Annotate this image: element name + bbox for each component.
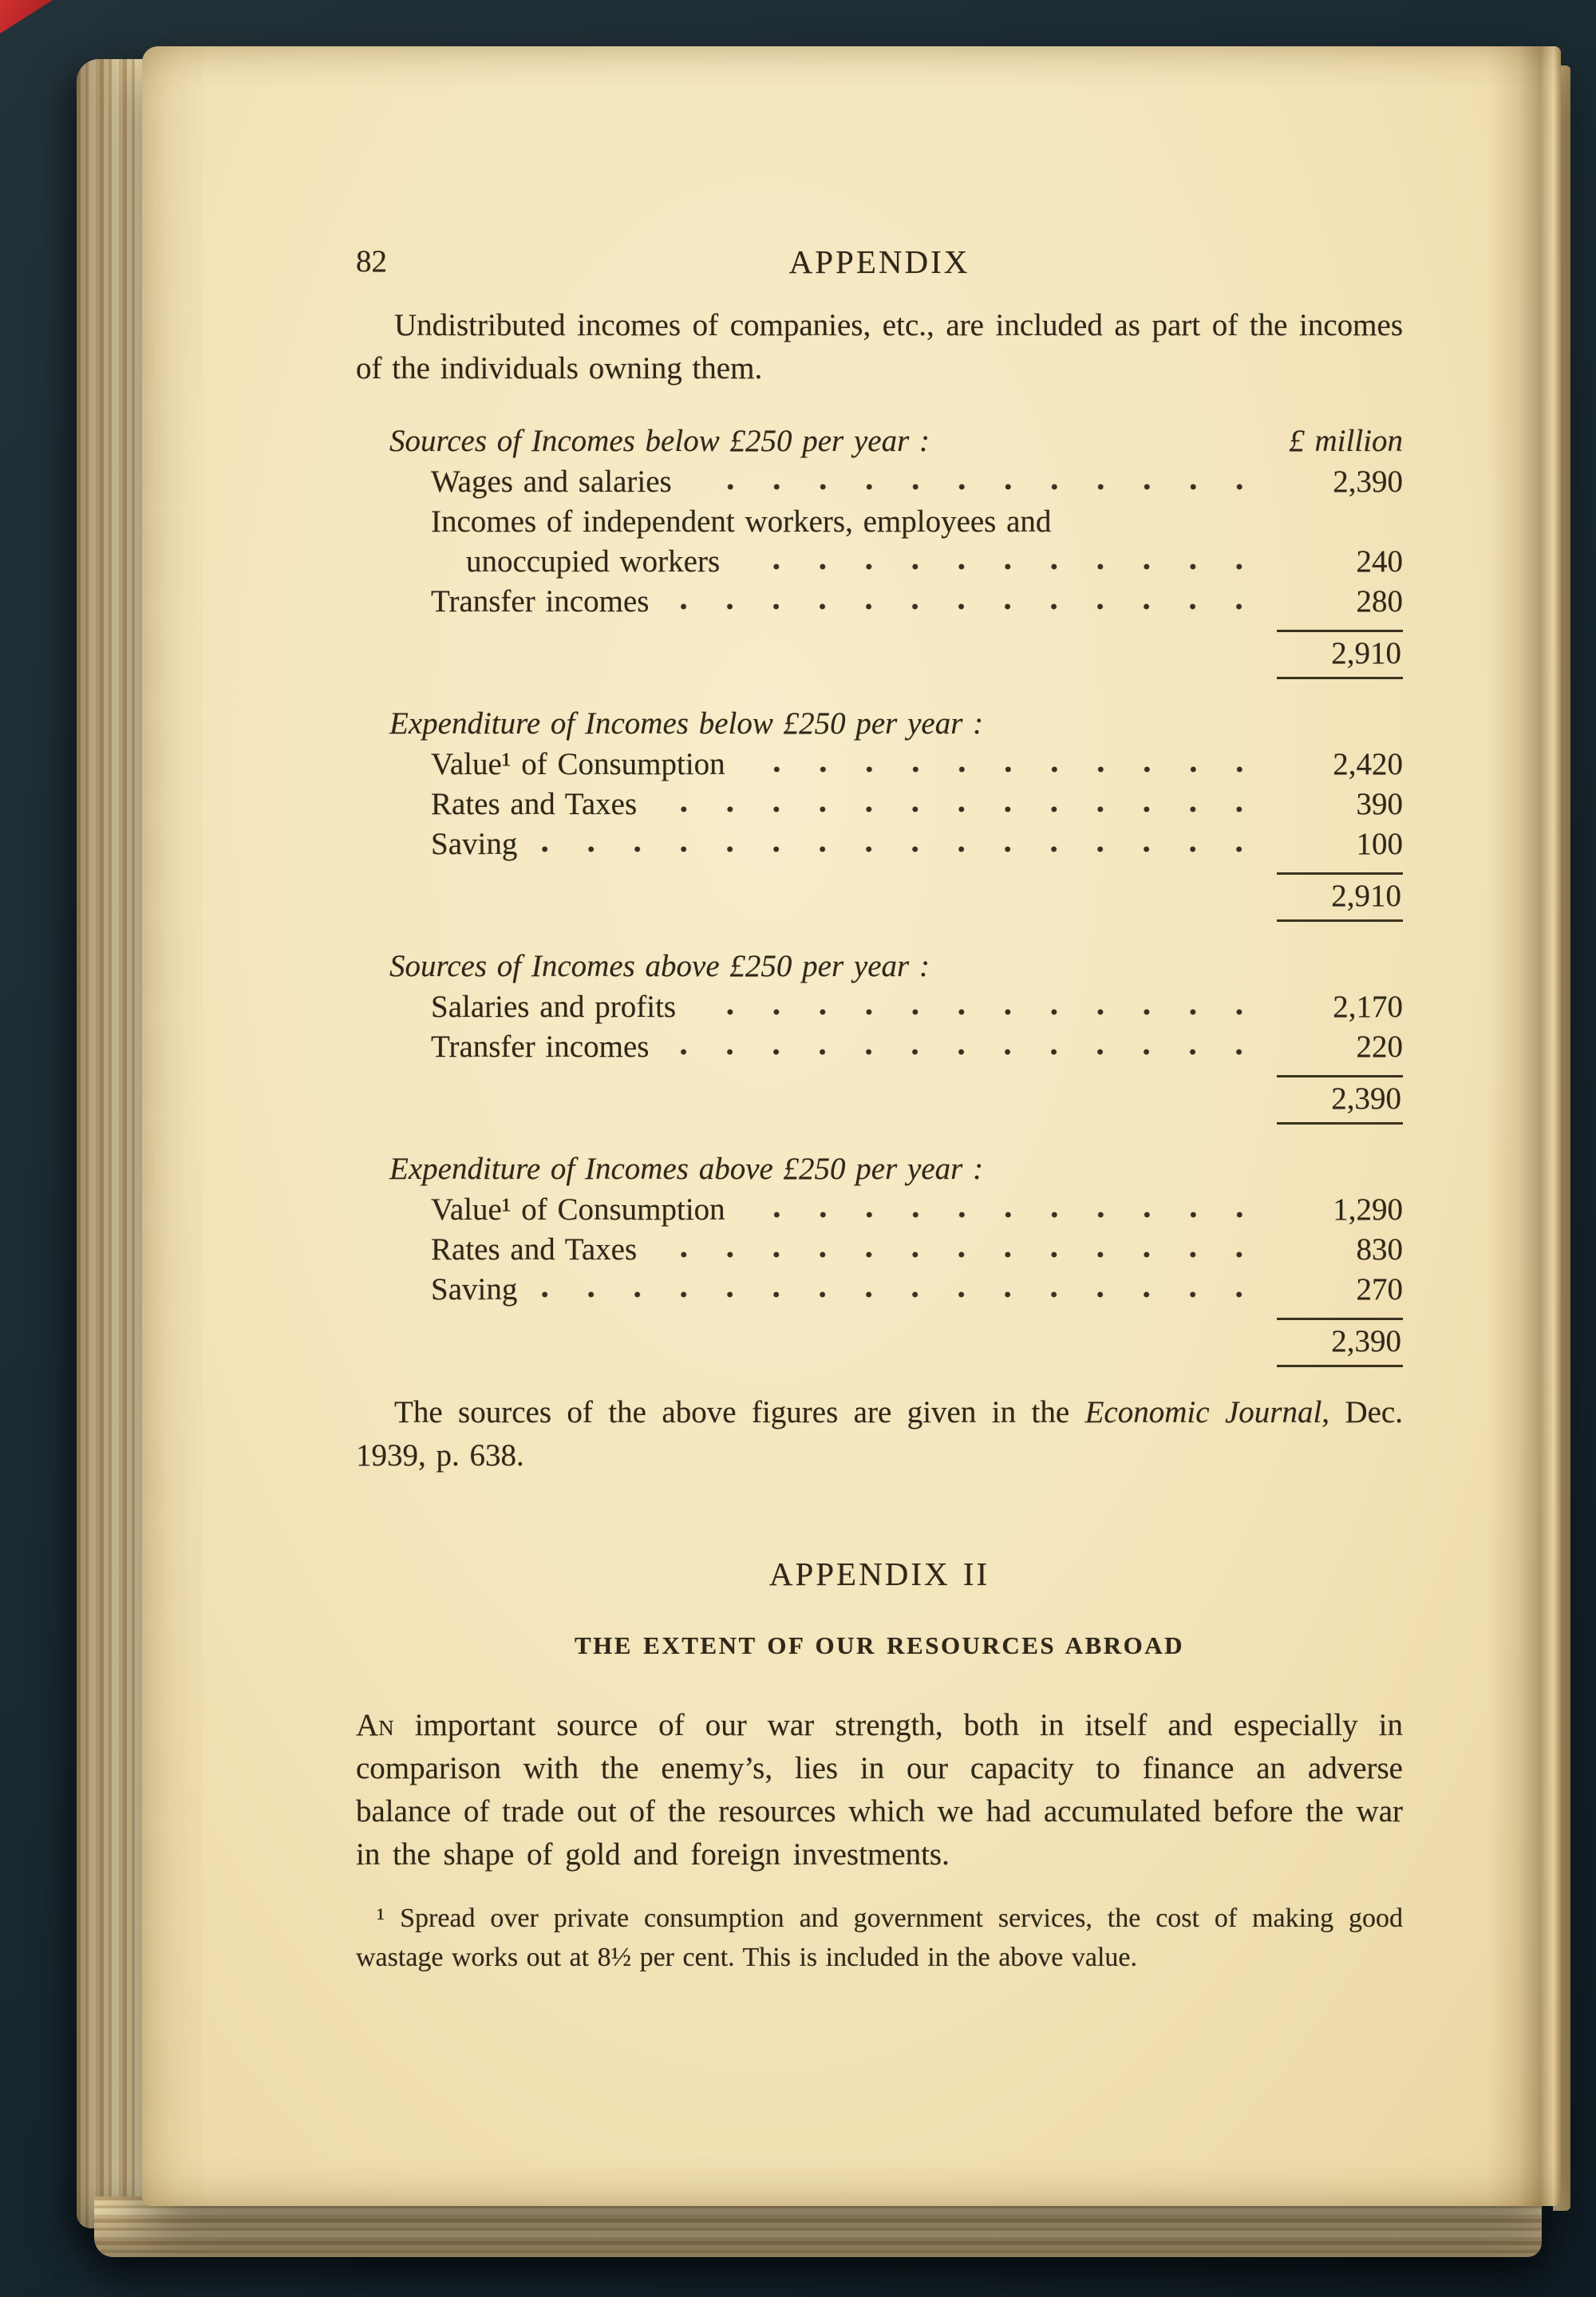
row-label: Transfer incomes xyxy=(431,584,650,619)
table-row xyxy=(431,502,1403,542)
row-value: 220 xyxy=(1356,1030,1403,1064)
dot-leader xyxy=(673,602,1262,611)
section-total: 2,390 xyxy=(1277,1075,1403,1125)
row-value: 390 xyxy=(1356,787,1403,821)
row-value: 240 xyxy=(1356,544,1403,579)
row-value: 2,170 xyxy=(1333,990,1403,1024)
total-row xyxy=(389,1075,1403,1125)
dot-leader xyxy=(749,765,1262,774)
row-label: unoccupied workers xyxy=(466,544,721,579)
section-total: 2,910 xyxy=(1277,872,1403,922)
source-note-text: Dec. 1939, p. 638. xyxy=(356,1395,1403,1473)
table-row xyxy=(431,582,1403,622)
table-row xyxy=(431,745,1403,785)
row-label: Incomes of independent workers, employees and xyxy=(431,504,1052,539)
journal-name: Economic Journal, xyxy=(1084,1395,1330,1429)
source-note-text: The sources of the above figures are given in the xyxy=(394,1395,1085,1429)
table-row xyxy=(431,1027,1403,1067)
red-cover-corner xyxy=(0,0,53,34)
row-value: 2,390 xyxy=(1333,465,1403,499)
dot-leader xyxy=(661,805,1262,814)
page-content xyxy=(356,240,1403,1977)
table-row xyxy=(431,785,1403,824)
section-heading xyxy=(389,1148,1403,1190)
row-value: 2,420 xyxy=(1333,747,1403,781)
row-value: 830 xyxy=(1356,1232,1403,1267)
row-value: 270 xyxy=(1356,1272,1403,1307)
binding-shadow xyxy=(1487,46,1561,2206)
lead-word: An xyxy=(356,1708,394,1742)
section-title: Expenditure of Incomes above £250 per year : xyxy=(389,1152,984,1186)
table-row xyxy=(466,542,1403,582)
row-label: Salaries and profits xyxy=(431,990,677,1024)
page-number: 82 xyxy=(356,244,387,279)
total-row xyxy=(389,872,1403,922)
dot-leader xyxy=(661,1250,1262,1259)
table-row xyxy=(431,987,1403,1027)
table-row xyxy=(431,1230,1403,1270)
row-label: Rates and Taxes xyxy=(431,1232,638,1267)
paragraph-text: important source of our war strength, both in itself and especially in comparison with the enemy’s, lies in our capacity to finance an adverse balance of trade out of the resources which we had accumulated before the war in the shape of gold and foreign investments. xyxy=(356,1708,1403,1872)
dot-leader xyxy=(700,1007,1262,1017)
dot-leader xyxy=(673,1047,1262,1057)
row-label: Value¹ of Consumption xyxy=(431,747,725,781)
dot-leader xyxy=(696,482,1262,492)
table-row xyxy=(431,824,1403,864)
total-row xyxy=(389,630,1403,679)
row-value: 100 xyxy=(1356,827,1403,861)
section-heading xyxy=(389,703,1403,745)
row-value: 280 xyxy=(1356,584,1403,619)
table-section-sources-above xyxy=(389,946,1403,1125)
section-total: 2,910 xyxy=(1277,630,1403,679)
source-note-paragraph xyxy=(356,1391,1403,1477)
row-label: Transfer incomes xyxy=(431,1030,650,1064)
section-total: 2,390 xyxy=(1277,1318,1403,1367)
dot-leader xyxy=(541,844,1262,854)
unit-label: £ million xyxy=(1289,424,1403,458)
section-title: Expenditure of Incomes below £250 per year : xyxy=(389,706,984,741)
page-header xyxy=(356,240,1403,285)
table-row xyxy=(431,1270,1403,1310)
total-row xyxy=(389,1318,1403,1367)
row-label: Rates and Taxes xyxy=(431,787,638,821)
table-section-expenditure-above xyxy=(389,1148,1403,1367)
table-row xyxy=(431,1190,1403,1230)
section-heading xyxy=(389,421,1403,462)
dot-leader xyxy=(749,1210,1262,1220)
footnote: ¹ Spread over private consumption and government services, the cost of making good wastage works out at 8½ per cent. This is included in the above value. xyxy=(356,1904,1403,1972)
appendix-ii-title: APPENDIX II xyxy=(768,1556,990,1592)
row-label: Saving xyxy=(431,827,518,861)
table-row xyxy=(431,462,1403,502)
row-label: Saving xyxy=(431,1272,518,1307)
appendix-ii-paragraph xyxy=(356,1704,1403,1876)
section-title: Sources of Incomes below £250 per year : xyxy=(389,424,930,458)
row-label: Wages and salaries xyxy=(431,465,672,499)
table-section-sources-below xyxy=(389,421,1403,679)
row-value: 1,290 xyxy=(1333,1192,1403,1227)
section-heading xyxy=(389,946,1403,987)
appendix-ii-subtitle: THE EXTENT OF OUR RESOURCES ABROAD xyxy=(574,1631,1185,1659)
dot-leader xyxy=(744,562,1262,571)
section-title: Sources of Incomes above £250 per year : xyxy=(389,949,930,983)
row-label: Value¹ of Consumption xyxy=(431,1192,725,1227)
book-page xyxy=(142,46,1561,2206)
dot-leader xyxy=(541,1290,1262,1299)
running-head: APPENDIX xyxy=(788,243,970,280)
intro-paragraph: Undistributed incomes of companies, etc., are included as part of the incomes of the individuals owning them. xyxy=(356,308,1403,385)
table-section-expenditure-below xyxy=(389,703,1403,922)
